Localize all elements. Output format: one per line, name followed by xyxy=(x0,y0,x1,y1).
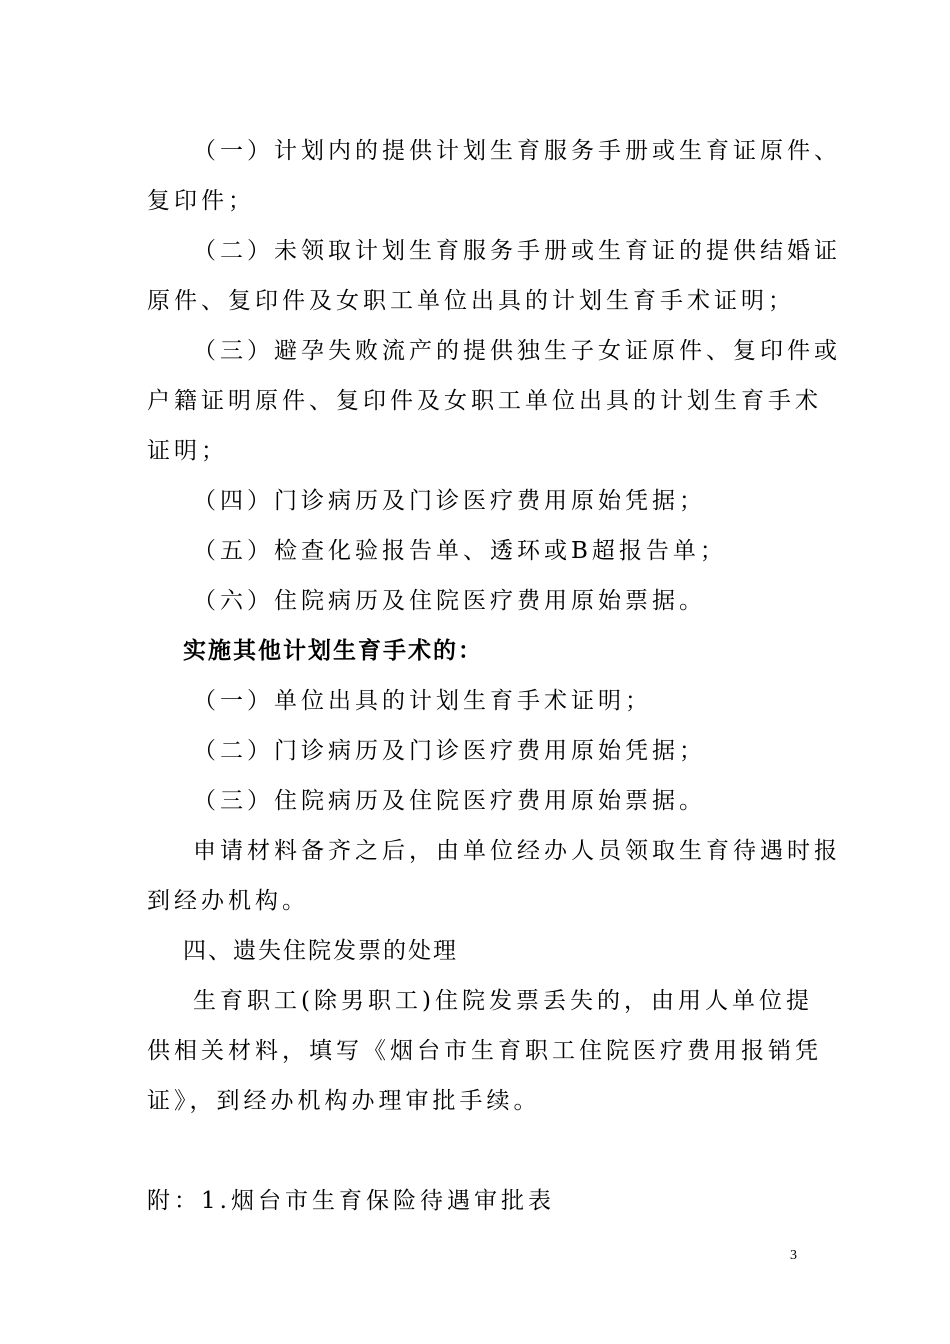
paragraph-line: （一）计划内的提供计划生育服务手册或生育证原件、 xyxy=(193,138,841,164)
paragraph-line: （五）检查化验报告单、透环或B超报告单； xyxy=(193,538,727,564)
paragraph-line: 原件、复印件及女职工单位出具的计划生育手术证明； xyxy=(147,288,795,314)
paragraph-line: 证》，到经办机构办理审批手续。 xyxy=(147,1088,541,1114)
paragraph-line: （六）住院病历及住院医疗费用原始票据。 xyxy=(193,588,706,614)
paragraph-line: （二）未领取计划生育服务手册或生育证的提供结婚证 xyxy=(193,238,841,264)
page-number: 3 xyxy=(790,1248,797,1263)
attachment-line: 附：1.烟台市生育保险待遇审批表 xyxy=(147,1188,555,1214)
paragraph-line: 复印件； xyxy=(147,188,255,214)
paragraph-line: （二）门诊病历及门诊医疗费用原始凭据； xyxy=(193,738,706,764)
paragraph-line: （一）单位出具的计划生育手术证明； xyxy=(193,688,652,714)
paragraph-line: 证明； xyxy=(147,438,228,464)
paragraph-line: （三）避孕失败流产的提供独生子女证原件、复印件或 xyxy=(193,338,841,364)
paragraph-line: （四）门诊病历及门诊医疗费用原始凭据； xyxy=(193,488,706,514)
paragraph-line: 户籍证明原件、复印件及女职工单位出具的计划生育手术 xyxy=(147,388,822,414)
paragraph-line: 到经办机构。 xyxy=(147,888,309,914)
paragraph-line: 供相关材料，填写《烟台市生育职工住院医疗费用报销凭 xyxy=(147,1038,822,1064)
paragraph-line: （三）住院病历及住院医疗费用原始票据。 xyxy=(193,788,706,814)
paragraph-line: 生育职工(除男职工)住院发票丢失的，由用人单位提 xyxy=(193,988,813,1014)
paragraph-line: 申请材料备齐之后，由单位经办人员领取生育待遇时报 xyxy=(193,838,841,864)
section-subheading: 实施其他计划生育手术的： xyxy=(183,638,483,664)
section-heading: 四、遗失住院发票的处理 xyxy=(183,938,458,964)
